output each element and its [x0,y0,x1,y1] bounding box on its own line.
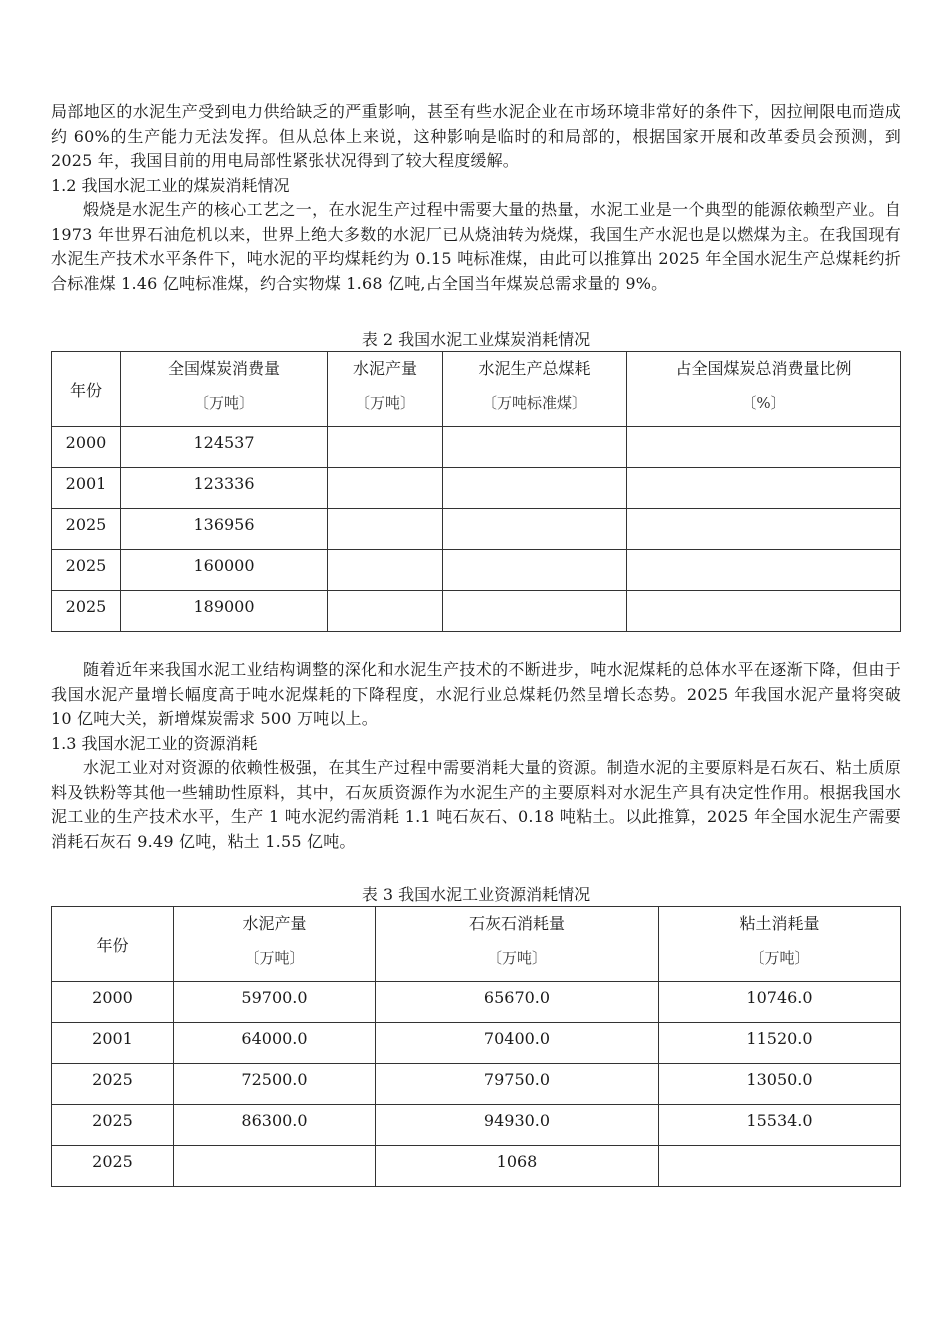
cell-total-coal [443,591,627,632]
paragraph-coal-consumption: 煅烧是水泥生产的核心工艺之一，在水泥生产过程中需要大量的热量，水泥工业是一个典型的能源依赖型产业。自 1973 年世界石油危机以来，世界上绝大多数的水泥厂已从烧油转为烧煤，我国生产水泥也是以燃煤为主。在我国现有水泥生产技术水平条件下，吨水泥的平均煤耗约为 0.15 吨标准煤，由此可以推算出 2025 年全国水泥生产总煤耗约折合标准煤 1.46 亿吨标准煤，约合实物煤 1.68 亿吨,占全国当年煤炭总需求量的 9%。 [51,200,901,293]
table-resource-consumption [51,906,901,1187]
table2-header-row [52,352,901,427]
cell-limestone: 1068 [376,1146,659,1187]
table2-caption: 表 2 我国水泥工业煤炭消耗情况 [361,330,591,349]
cell-ratio [627,591,901,632]
cell-clay: 11520.0 [659,1023,901,1064]
cell-cement-output: 64000.0 [174,1023,376,1064]
cell-year: 2025 [52,509,121,550]
table3-header-row [52,907,901,982]
cell-coal-consumption: 160000 [121,550,328,591]
cell-cement-output [328,591,443,632]
table2-header-total-coal: 水泥生产总煤耗 〔万吨标准煤〕 [443,352,627,427]
cell-total-coal [443,468,627,509]
table-row [52,591,901,632]
cell-year: 2001 [52,468,121,509]
table-row [52,982,901,1023]
section-heading-1-3: 1.3 我国水泥工业的资源消耗 [51,733,258,753]
table3-header-cement-output: 水泥产量 〔万吨〕 [174,907,376,982]
cell-clay: 13050.0 [659,1064,901,1105]
cell-cement-output [328,550,443,591]
section-heading-1-2: 1.2 我国水泥工业的煤炭消耗情况 [51,175,290,195]
cell-limestone: 65670.0 [376,982,659,1023]
cell-ratio [627,550,901,591]
table2-header-coal-consumption: 全国煤炭消费量 〔万吨〕 [121,352,328,427]
cell-year: 2025 [52,591,121,632]
cell-year: 2025 [52,1105,174,1146]
table-row [52,1105,901,1146]
cell-limestone: 79750.0 [376,1064,659,1105]
cell-limestone: 70400.0 [376,1023,659,1064]
paragraph-coal-trend: 随着近年来我国水泥工业结构调整的深化和水泥生产技术的不断进步，吨水泥煤耗的总体水平在逐渐下降，但由于我国水泥产量增长幅度高于吨水泥煤耗的下降程度，水泥行业总煤耗仍然呈增长态势。2025 年我国水泥产量将突破 10 亿吨大关，新增煤炭需求 500 万吨以上。 [51,660,901,728]
table2-header-ratio: 占全国煤炭总消费量比例 〔%〕 [627,352,901,427]
table-row [52,1064,901,1105]
cell-coal-consumption: 136956 [121,509,328,550]
cell-clay [659,1146,901,1187]
table-row [52,1146,901,1187]
cell-ratio [627,427,901,468]
cell-ratio [627,468,901,509]
table3-header-limestone: 石灰石消耗量 〔万吨〕 [376,907,659,982]
table3-header-year: 年份 [52,907,174,982]
cell-year: 2025 [52,550,121,591]
table-row [52,468,901,509]
cell-cement-output: 86300.0 [174,1105,376,1146]
cell-total-coal [443,550,627,591]
cell-year: 2001 [52,1023,174,1064]
table-row [52,1023,901,1064]
cell-cement-output: 59700.0 [174,982,376,1023]
cell-limestone: 94930.0 [376,1105,659,1146]
paragraph-power-supply: 局部地区的水泥生产受到电力供给缺乏的严重影响，甚至有些水泥企业在市场环境非常好的条件下，因拉闸限电而造成约 60%的生产能力无法发挥。但从总体上来说，这种影响是临时的和局部的，根据国家开展和改革委员会预测，到 2025 年，我国目前的用电局部性紧张状况得到了较大程度缓解。 [51,102,901,170]
cell-year: 2025 [52,1064,174,1105]
table-row [52,509,901,550]
cell-year: 2025 [52,1146,174,1187]
cell-coal-consumption: 124537 [121,427,328,468]
cell-clay: 15534.0 [659,1105,901,1146]
cell-cement-output [328,468,443,509]
cell-ratio [627,509,901,550]
cell-clay: 10746.0 [659,982,901,1023]
cell-year: 2000 [52,982,174,1023]
table-row [52,427,901,468]
table2-header-cement-output: 水泥产量 〔万吨〕 [328,352,443,427]
paragraph-resource-consumption: 水泥工业对对资源的依赖性极强，在其生产过程中需要消耗大量的资源。制造水泥的主要原料是石灰石、粘土质原料及铁粉等其他一些辅助性原料，其中，石灰质资源作为水泥生产的主要原料对水泥生产具有决定性作用。根据我国水泥工业的生产技术水平，生产 1 吨水泥约需消耗 1.1 吨石灰石、0.18 吨粘土。以此推算，2025 年全国水泥生产需要消耗石灰石 9.49 亿吨，粘土 1.55 亿吨。 [51,758,901,851]
table3-caption: 表 3 我国水泥工业资源消耗情况 [361,885,591,904]
cell-total-coal [443,509,627,550]
table-row [52,550,901,591]
cell-coal-consumption: 123336 [121,468,328,509]
table3-header-clay: 粘土消耗量 〔万吨〕 [659,907,901,982]
table-coal-consumption [51,351,901,632]
cell-cement-output: 72500.0 [174,1064,376,1105]
cell-total-coal [443,427,627,468]
table2-header-year: 年份 [52,352,121,427]
cell-cement-output [328,509,443,550]
document-page [51,100,901,1187]
cell-year: 2000 [52,427,121,468]
cell-coal-consumption: 189000 [121,591,328,632]
cell-cement-output [328,427,443,468]
cell-cement-output [174,1146,376,1187]
